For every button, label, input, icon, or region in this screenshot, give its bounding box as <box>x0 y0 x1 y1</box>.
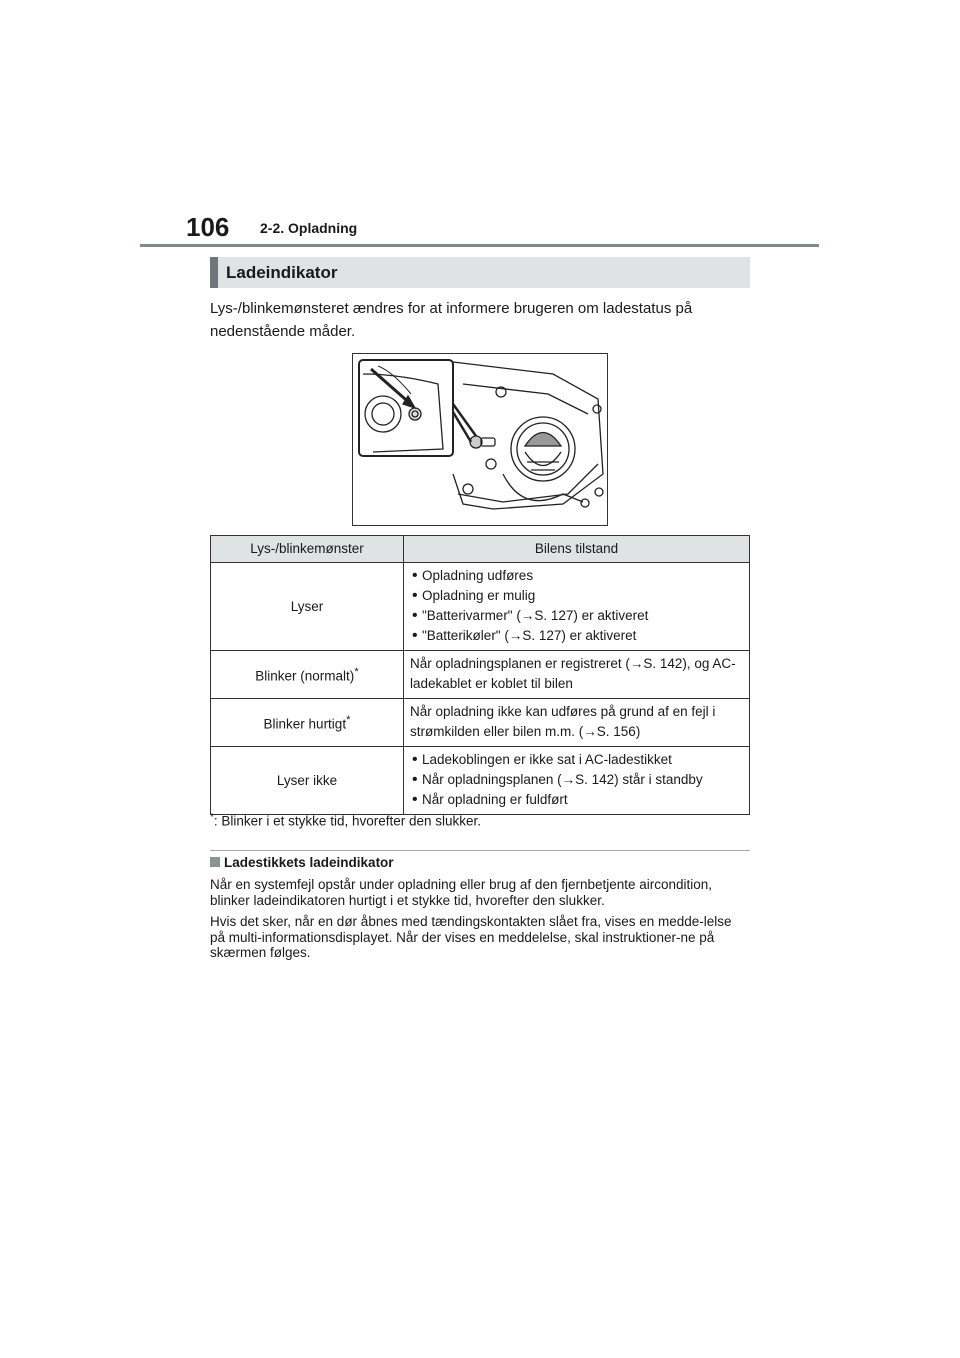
table-row <box>211 699 750 747</box>
paragraph: Hvis det sker, når en dør åbnes med tændingskontakten slået fra, vises en medde-lelse på multi-informationsdisplayet. Når der vises en meddelelse, skal instruktioner-ne på skærmen følges. <box>210 914 732 960</box>
list-item: • Når opladning er fuldført <box>410 790 743 810</box>
charging-port-drawing <box>353 354 607 525</box>
footnote-mark: * <box>346 714 351 727</box>
pattern-cell <box>211 747 404 815</box>
pattern-cell <box>211 563 404 651</box>
state-list <box>410 750 743 810</box>
state-text: Når opladningsplanen er registreret (→S. 142), og AC-ladekablet er koblet til bilen <box>410 656 736 691</box>
column-header: Bilens tilstand <box>404 536 750 563</box>
subsection-heading <box>210 855 394 870</box>
state-cell <box>404 563 750 651</box>
pattern-label: Blinker hurtigt <box>263 716 347 732</box>
list-item: • Når opladningsplanen (→S. 142) står i standby <box>410 770 743 790</box>
table-row <box>211 563 750 651</box>
list-item: • Ladekoblingen er ikke sat i AC-ladestikket <box>410 750 743 770</box>
page-number: 106 <box>186 212 230 242</box>
charging-port-illustration <box>352 353 608 526</box>
list-item: • "Batterikøler" (→S. 127) er aktiveret <box>410 626 743 646</box>
column-header: Lys-/blinkemønster <box>211 536 404 563</box>
state-cell <box>404 651 750 699</box>
state-list <box>410 566 743 646</box>
intro-text: Lys-/blinkemønsteret ændres for at informere brugeren om ladestatus på nedenstående måder. <box>210 300 693 340</box>
pattern-cell <box>211 699 404 747</box>
state-cell <box>404 747 750 815</box>
chapter-title: 2-2. Opladning <box>260 220 358 236</box>
subsection-rule <box>210 850 750 851</box>
paragraph: Når en systemfejl opstår under opladning eller brug af den fjernbetjente aircondition, blinker ladeindikatoren hurtigt i et stykke tid, hvorefter den slukker. <box>210 877 713 908</box>
footnote-mark: * <box>354 666 359 679</box>
state-text: Når opladning ikke kan udføres på grund af en fejl i strømkilden eller bilen m.m. (→S. 156) <box>410 704 716 739</box>
state-cell <box>404 699 750 747</box>
list-item: • "Batterivarmer" (→S. 127) er aktiveret <box>410 606 743 626</box>
list-item: • Opladning er mulig <box>410 586 743 606</box>
pattern-label: Lyser ikke <box>276 772 338 788</box>
pattern-cell <box>211 651 404 699</box>
status-table <box>210 535 750 815</box>
table-row <box>211 747 750 815</box>
footnote-mark: * <box>210 812 214 823</box>
subsection-title: Ladestikkets ladeindikator <box>224 855 394 870</box>
list-item: • Opladning udføres <box>410 566 743 586</box>
square-bullet-icon <box>210 857 220 867</box>
table-row <box>211 651 750 699</box>
table-header-row <box>211 536 750 563</box>
footnote-text: : Blinker i et stykke tid, hvorefter den slukker. <box>213 813 482 829</box>
section-heading: Ladeindikator <box>210 257 750 288</box>
footnote <box>210 812 481 829</box>
pattern-label: Blinker (normalt) <box>255 668 355 684</box>
header-rule <box>140 244 819 247</box>
pattern-label: Lyser <box>290 598 324 614</box>
